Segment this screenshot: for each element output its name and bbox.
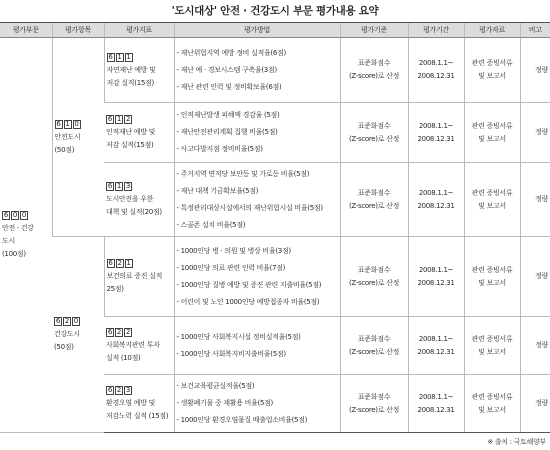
evaluation-table <box>0 22 550 433</box>
method-line: - 재난 대책 기금확보율(5점) <box>176 186 259 195</box>
indicator-label: 저감노력 실적 (15점) <box>106 412 169 420</box>
code-digit: 3 <box>125 386 131 394</box>
item-name: 건강도시 <box>54 330 80 338</box>
code-digit: 0 <box>74 119 79 128</box>
method-line: - 재난안전관리계획 집행 비율(5점) <box>176 128 278 136</box>
header-note: 비고 <box>520 23 550 38</box>
material-line: 및 보고서 <box>478 278 506 287</box>
code-digit: 6 <box>107 328 113 336</box>
criteria-line: 표준화점수 <box>357 59 391 67</box>
code-digit: 2 <box>125 328 131 336</box>
indicator-cell <box>104 103 174 163</box>
method-line: - 1000인당 병 · 의원 및 병상 비율(3점) <box>176 246 291 255</box>
method-line: - 재난 관련 인력 및 정비확보율(6점) <box>176 82 282 91</box>
criteria-line: (Z-score)로 산정 <box>348 201 400 210</box>
criteria-line: (Z-score)로 산정 <box>348 405 400 414</box>
criteria-cell <box>340 163 408 237</box>
material-cell <box>464 103 520 163</box>
source-note: ※ 출처 : 국토해양부 <box>487 438 546 446</box>
code-digit: 2 <box>125 115 131 123</box>
code-digit: 1 <box>65 119 70 128</box>
criteria-cell <box>340 103 408 163</box>
criteria-line: 표준화점수 <box>357 121 391 130</box>
note-cell: 정량 <box>520 38 550 103</box>
indicator-code <box>107 259 133 268</box>
method-line: - 1000인당 사회복지비지출비율(5점) <box>176 349 286 358</box>
indicator-label: 도시안전을 우한 <box>106 195 154 203</box>
item-code <box>55 120 81 129</box>
category-points: (100점) <box>2 250 26 258</box>
item-points: (50점) <box>54 145 75 154</box>
header-method: 평가방법 <box>174 23 340 38</box>
method-cell <box>174 103 340 163</box>
indicator-label: 대책 및 실적(20점) <box>106 208 162 216</box>
indicator-label: 저감 실적(15점) <box>106 141 154 149</box>
criteria-line: 표준화점수 <box>357 392 391 401</box>
criteria-line: (Z-score)로 산정 <box>348 134 400 143</box>
indicator-label: 25점) <box>106 285 124 293</box>
period-cell <box>408 237 464 317</box>
material-cell <box>464 375 520 433</box>
material-line: 관련 증빙서류 <box>471 121 513 130</box>
criteria-line: (Z-score)로 산정 <box>348 72 400 80</box>
indicator-cell <box>104 38 174 103</box>
material-line: 및 보고서 <box>478 134 506 143</box>
code-digit: 1 <box>126 259 131 267</box>
code-digit: 6 <box>55 317 61 325</box>
table-row <box>0 237 550 317</box>
indicator-code <box>106 115 132 124</box>
material-line: 관련 증빙서류 <box>471 265 513 274</box>
code-digit: 6 <box>107 115 113 123</box>
period-line: 2008.1.1~ <box>418 334 454 343</box>
table-row <box>0 38 550 103</box>
material-line: 및 보고서 <box>478 347 506 356</box>
period-line: 2008.12.31 <box>417 405 455 414</box>
note-cell: 정량 <box>520 103 550 163</box>
code-digit: 6 <box>107 386 113 394</box>
code-digit: 2 <box>116 386 122 394</box>
criteria-line: (Z-score)로 산정 <box>348 347 400 356</box>
period-cell <box>408 103 464 163</box>
indicator-label: 자연재난 예방 및 <box>106 65 156 74</box>
method-line: - 보건교육평균실적율(5점) <box>176 382 255 390</box>
material-line: 및 보고서 <box>478 72 506 80</box>
indicator-code <box>106 328 132 337</box>
item-cell <box>52 237 104 433</box>
header-criteria: 평가기준 <box>340 23 408 38</box>
period-line: 2008.1.1~ <box>418 121 454 130</box>
period-line: 2008.1.1~ <box>418 59 454 67</box>
indicator-label: 환경오염 예방 및 <box>106 399 156 407</box>
material-line: 관련 증빙서류 <box>471 188 513 197</box>
criteria-cell <box>340 237 408 317</box>
method-line: - 사고다발지점 정비비율(5점) <box>176 145 263 153</box>
code-digit: 1 <box>116 182 122 190</box>
code-digit: 2 <box>117 259 122 267</box>
method-line: - 재난 예 · 경보시스템 구축율(3점) <box>176 65 277 74</box>
indicator-cell <box>104 163 174 237</box>
code-digit: 6 <box>56 119 61 128</box>
indicator-cell <box>104 237 174 317</box>
period-cell <box>408 163 464 237</box>
indicator-label: 인적재난 예방 및 <box>106 128 156 136</box>
category-cell <box>0 38 52 433</box>
category-name: 안전 · 건강 <box>2 224 34 232</box>
code-digit: 2 <box>116 328 122 336</box>
method-line: - 주거지역 면적당 보안등 및 가로등 비율(5점) <box>176 169 310 178</box>
code-digit: 6 <box>108 52 113 61</box>
criteria-line: 표준화점수 <box>357 334 391 343</box>
method-cell <box>174 237 340 317</box>
indicator-cell <box>104 375 174 433</box>
item-cell <box>52 38 104 237</box>
code-digit: 6 <box>108 259 113 267</box>
method-line: - 재난위험지역 예방 정비 실적율(6점) <box>176 48 286 57</box>
header-item: 평가항목 <box>52 23 104 38</box>
code-digit: 3 <box>125 182 131 190</box>
indicator-code <box>106 182 132 191</box>
indicator-code <box>107 53 133 62</box>
indicator-label: 저감 실적(15점) <box>106 78 154 87</box>
note-cell: 정량 <box>520 317 550 375</box>
header-material: 평가자료 <box>464 23 520 38</box>
criteria-line: (Z-score)로 산정 <box>348 278 400 287</box>
indicator-label: 실적 (10점) <box>106 354 141 362</box>
indicator-label: 사회복지관련 투자 <box>106 341 160 349</box>
indicator-code <box>106 386 132 395</box>
code-digit: 6 <box>107 182 113 190</box>
material-line: 관련 증빙서류 <box>471 59 513 67</box>
criteria-cell <box>340 317 408 375</box>
note-cell: 정량 <box>520 237 550 317</box>
period-line: 2008.12.31 <box>417 72 455 80</box>
note-cell: 정량 <box>520 375 550 433</box>
material-cell <box>464 317 520 375</box>
material-line: 및 보고서 <box>478 201 506 210</box>
period-line: 2008.12.31 <box>417 278 455 287</box>
method-line: - 1000인당 질병 예방 및 증진 관련 지출비율(5점) <box>176 280 322 289</box>
material-cell <box>464 237 520 317</box>
code-digit: 2 <box>64 317 70 325</box>
material-line: 관련 증빙서류 <box>471 392 513 401</box>
item-points: (50점) <box>54 343 74 351</box>
indicator-label: 보건의료 증진 실적 <box>106 272 163 280</box>
code-digit: 1 <box>126 52 131 61</box>
material-line: 관련 증빙서류 <box>471 334 513 343</box>
criteria-cell <box>340 375 408 433</box>
code-digit: 6 <box>3 211 9 219</box>
method-line: - 어린이 및 노인 1000인당 예방접종자 비율(5점) <box>176 297 320 306</box>
period-line: 2008.12.31 <box>417 201 455 210</box>
method-cell <box>174 317 340 375</box>
criteria-line: 표준화점수 <box>357 265 391 274</box>
method-line: - 생활폐기물 중 재활용 비율(5점) <box>176 399 273 407</box>
material-cell <box>464 38 520 103</box>
material-line: 및 보고서 <box>478 405 506 414</box>
note-cell: 정량 <box>520 163 550 237</box>
period-line: 2008.12.31 <box>417 134 455 143</box>
period-cell <box>408 375 464 433</box>
header-row <box>0 23 550 38</box>
method-cell <box>174 163 340 237</box>
table-body <box>0 38 550 433</box>
method-cell <box>174 38 340 103</box>
period-line: 2008.1.1~ <box>418 188 454 197</box>
method-line: - 1000인당 사회복지시설 정비실적율(5점) <box>176 332 301 341</box>
method-cell <box>174 375 340 433</box>
code-digit: 0 <box>73 317 79 325</box>
method-line: - 스골존 설치 비율(5점) <box>176 220 246 229</box>
item-name: 안전도시 <box>54 132 81 141</box>
period-line: 2008.1.1~ <box>418 265 454 274</box>
period-line: 2008.1.1~ <box>418 392 454 401</box>
code-digit: 0 <box>21 211 27 219</box>
code-digit: 0 <box>12 211 18 219</box>
table-title: '도시대상' 안전 · 건강도시 부문 평가내용 요약 <box>171 5 379 17</box>
header-indicator: 평가지표 <box>104 23 174 38</box>
header-period: 평가기간 <box>408 23 464 38</box>
material-cell <box>464 163 520 237</box>
method-line: - 특정관리대상시설에서의 재난위험시설 비율(5점) <box>176 203 323 212</box>
code-digit: 1 <box>116 115 122 123</box>
code-digit: 1 <box>117 52 122 61</box>
criteria-line: 표준화점수 <box>357 188 391 197</box>
method-line: - 1000인당 의료 관련 인력 비율(7점) <box>176 263 286 272</box>
method-line: - 1000인당 환경오염물질 배출업소비율(5점) <box>176 416 308 424</box>
item-code <box>54 317 80 326</box>
indicator-cell <box>104 317 174 375</box>
period-cell <box>408 317 464 375</box>
criteria-cell <box>340 38 408 103</box>
method-line: - 인적재난발생 피해액 경감율 (5점) <box>176 111 280 119</box>
period-line: 2008.12.31 <box>417 347 455 356</box>
category-code <box>2 211 28 220</box>
header-category: 평가부문 <box>0 23 52 38</box>
period-cell <box>408 38 464 103</box>
category-name-2: 도시 <box>2 237 15 245</box>
